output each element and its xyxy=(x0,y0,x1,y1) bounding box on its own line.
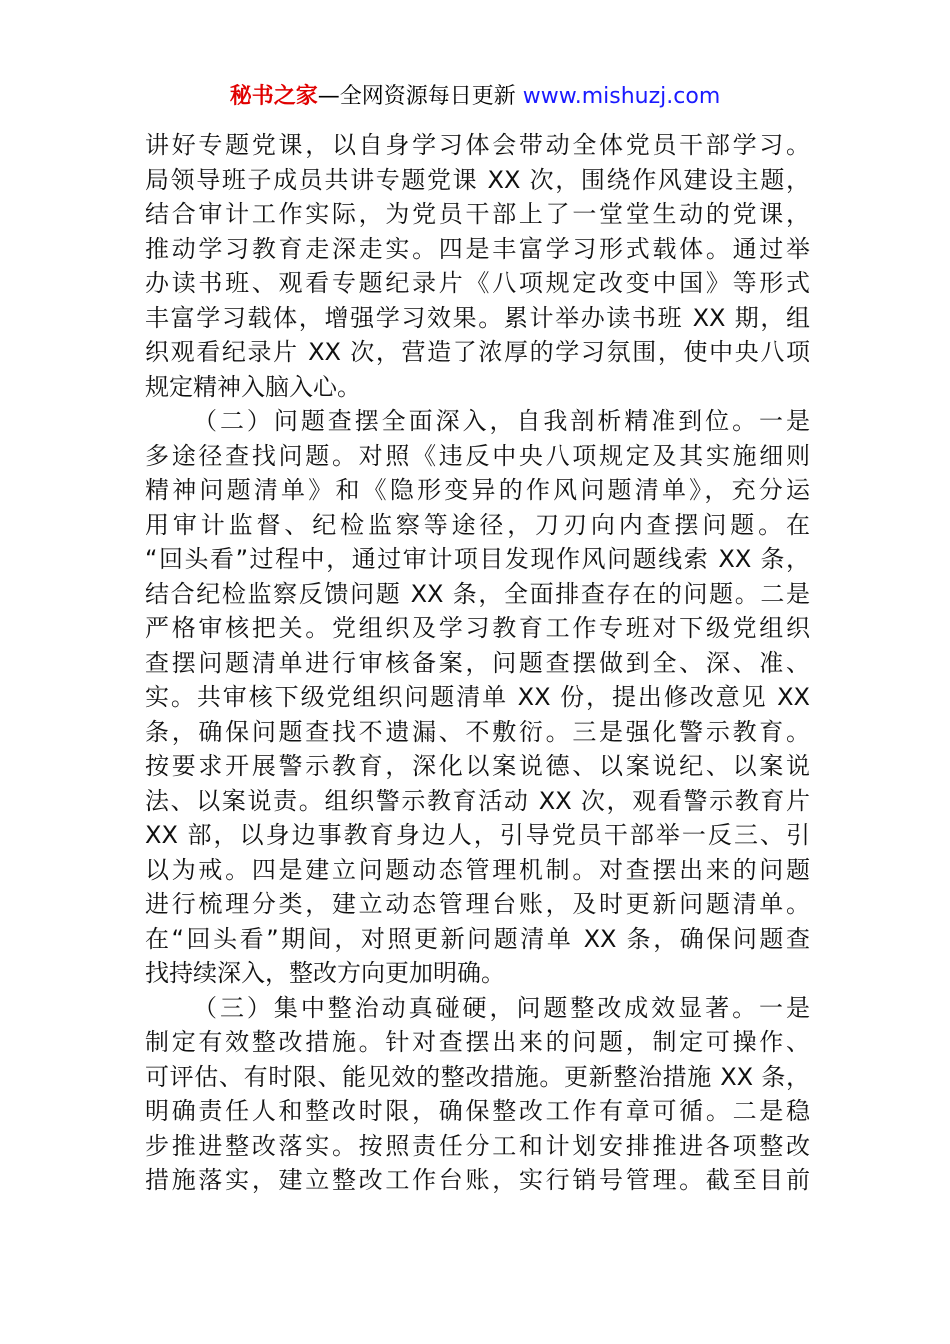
site-brand: 秘书之家 xyxy=(229,84,318,109)
text-line: 严格审核把关。党组织及学习教育工作专班对下级党组织 xyxy=(145,614,810,642)
text-line: 办读书班、观看专题纪录片《八项规定改变中国》等形式 xyxy=(145,269,810,297)
site-header xyxy=(0,80,950,114)
section-heading-line: （三）集中整治动真碰硬，问题整改成效显著。一是 xyxy=(193,993,810,1022)
text-line: 丰富学习载体，增强学习效果。累计举办读书班 XX 期，组 xyxy=(145,303,810,332)
text-line: 明确责任人和整改时限，确保整改工作有章可循。二是稳 xyxy=(145,1097,810,1125)
document-body xyxy=(145,128,810,1198)
text-line: 实。共审核下级党组织问题清单 XX 份，提出修改意见 XX xyxy=(145,683,810,711)
text-line: 局领导班子成员共讲专题党课 XX 次，围绕作风建设主题， xyxy=(145,165,810,194)
text-line: 找持续深入，整改方向更加明确。 xyxy=(145,959,505,987)
text-line: 以为戒。四是建立问题动态管理机制。对查摆出来的问题 xyxy=(145,855,810,884)
text-line: 制定有效整改措施。针对查摆出来的问题，制定可操作、 xyxy=(145,1028,810,1056)
site-url-link[interactable]: www.mishuzj.com xyxy=(522,84,721,109)
text-line: 结合审计工作实际，为党员干部上了一堂堂生动的党课， xyxy=(145,200,810,228)
text-line: 条，确保问题查找不遗漏、不敷衍。三是强化警示教育。 xyxy=(145,717,810,746)
section-heading-line: （二）问题查摆全面深入，自我剖析精准到位。一是 xyxy=(193,407,810,435)
text-line: 查摆问题清单进行审核备案，问题查摆做到全、深、准、 xyxy=(145,648,810,677)
text-line: 推动学习教育走深走实。四是丰富学习形式载体。通过举 xyxy=(145,234,810,263)
text-line: 进行梳理分类，建立动态管理台账，及时更新问题清单。 xyxy=(145,890,810,918)
text-line: 讲好专题党课，以自身学习体会带动全体党员干部学习。 xyxy=(145,131,810,159)
text-line: 步推进整改落实。按照责任分工和计划安排推进各项整改 xyxy=(145,1131,810,1160)
text-line: 多途径查找问题。对照《违反中央八项规定及其实施细则 xyxy=(145,441,810,470)
text-line: “回头看”过程中，通过审计项目发现作风问题线索 XX 条， xyxy=(145,545,810,573)
site-tagline: —全网资源每日更新 xyxy=(317,84,516,109)
text-line: 结合纪检监察反馈问题 XX 条，全面排查存在的问题。二是 xyxy=(145,579,810,608)
text-line: 规定精神入脑入心。 xyxy=(145,372,361,401)
text-line: 按要求开展警示教育，深化以案说德、以案说纪、以案说 xyxy=(145,752,810,780)
text-line: 在“回头看”期间，对照更新问题清单 XX 条，确保问题查 xyxy=(145,924,810,953)
text-line: 法、以案说责。组织警示教育活动 XX 次，观看警示教育片 xyxy=(145,786,810,815)
text-line: 可评估、有时限、能见效的整改措施。更新整治措施 XX 条， xyxy=(145,1062,810,1091)
text-line: 用审计监督、纪检监察等途径，刀刃向内查摆问题。在 xyxy=(145,510,810,539)
text-line: XX 部，以身边事教育身边人，引导党员干部举一反三、引 xyxy=(145,821,810,849)
text-line: 精神问题清单》和《隐形变异的作风问题清单》，充分运 xyxy=(145,476,810,504)
text-line: 措施落实，建立整改工作台账，实行销号管理。截至目前 xyxy=(145,1166,810,1194)
text-line: 织观看纪录片 XX 次，营造了浓厚的学习氛围，使中央八项 xyxy=(145,338,810,366)
